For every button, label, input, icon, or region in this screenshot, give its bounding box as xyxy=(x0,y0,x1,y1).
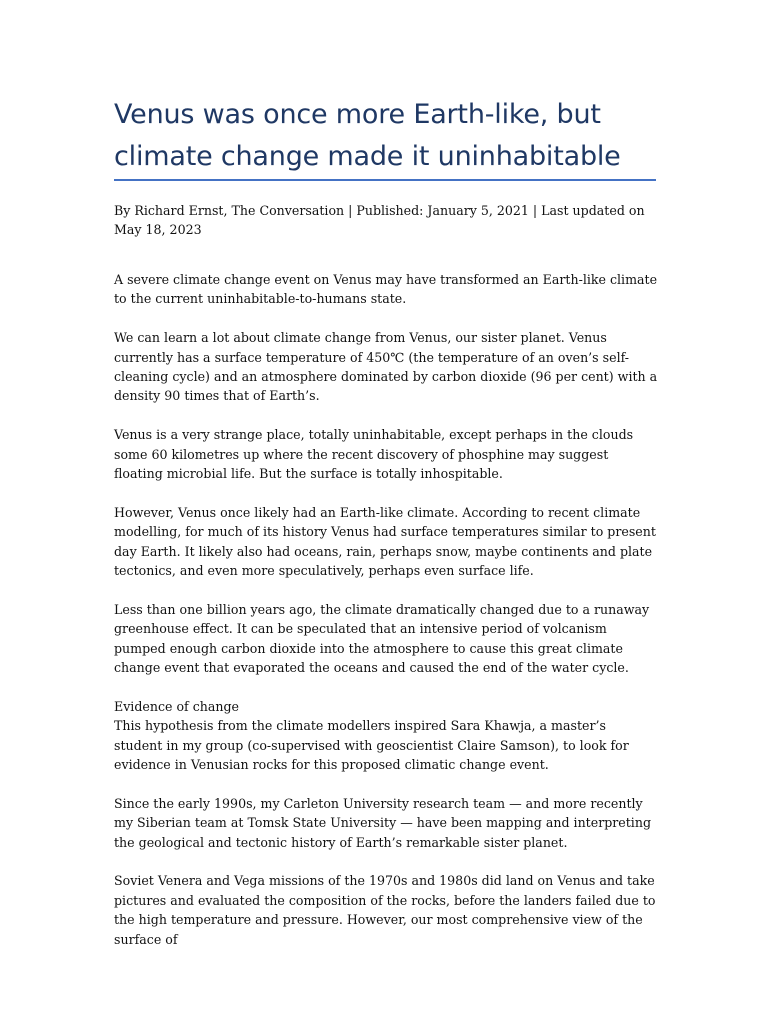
article-byline: By Richard Ernst, The Conversation | Published: January 5, 2021 | Last updated on May 18, 2023 xyxy=(114,203,645,238)
section-block xyxy=(114,697,658,775)
article-body xyxy=(114,270,658,969)
article-title: Venus was once more Earth-like, but climate change made it uninhabitable xyxy=(114,99,621,172)
paragraph: This hypothesis from the climate modellers inspired Sara Khawja, a master’s student in my group (co-supervised with geoscientist Claire Samson), to look for evidence in Venusian rocks for this proposed climatic change event. xyxy=(114,718,629,773)
paragraph: We can learn a lot about climate change from Venus, our sister planet. Venus currently has a surface temperature of 450℃ (the temperature of an oven’s self-cleaning cycle) and an atmosphere dominated by carbon dioxide (96 per cent) with a density 90 times that of Earth’s. xyxy=(114,330,658,404)
paragraph: A severe climate change event on Venus may have transformed an Earth-like climate to the current uninhabitable-to-humans state. xyxy=(114,272,658,307)
paragraph: Soviet Venera and Vega missions of the 1970s and 1980s did land on Venus and take pictures and evaluated the composition of the rocks, before the landers failed due to the high temperature and pressure. However, our most comprehensive view of the surface of xyxy=(114,873,656,947)
paragraph: Venus is a very strange place, totally uninhabitable, except perhaps in the clouds some 60 kilometres up where the recent discovery of phosphine may suggest floating microbial life. But the surface is totally inhospitable. xyxy=(114,427,634,482)
paragraph: However, Venus once likely had an Earth-like climate. According to recent climate modelling, for much of its history Venus had surface temperatures similar to present day Earth. It likely also had oceans, rain, perhaps snow, maybe continents and plate tectonics, and even more speculatively, perhaps even surface life. xyxy=(114,504,656,579)
paragraph: Less than one billion years ago, the climate dramatically changed due to a runaway greenhouse effect. It can be speculated that an intensive period of volcanism pumped enough carbon dioxide into the atmosphere to cause this great climate change event that evaporated the oceans and caused the end of the water cycle. xyxy=(114,601,650,676)
section-subheading: Evidence of change xyxy=(114,698,240,714)
title-underline xyxy=(114,179,656,181)
paragraph: Since the early 1990s, my Carleton University research team — and more recently my Siberian team at Tomsk State University — have been mapping and interpreting the geological and tectonic history of Earth’s remarkable sister planet. xyxy=(114,795,652,850)
